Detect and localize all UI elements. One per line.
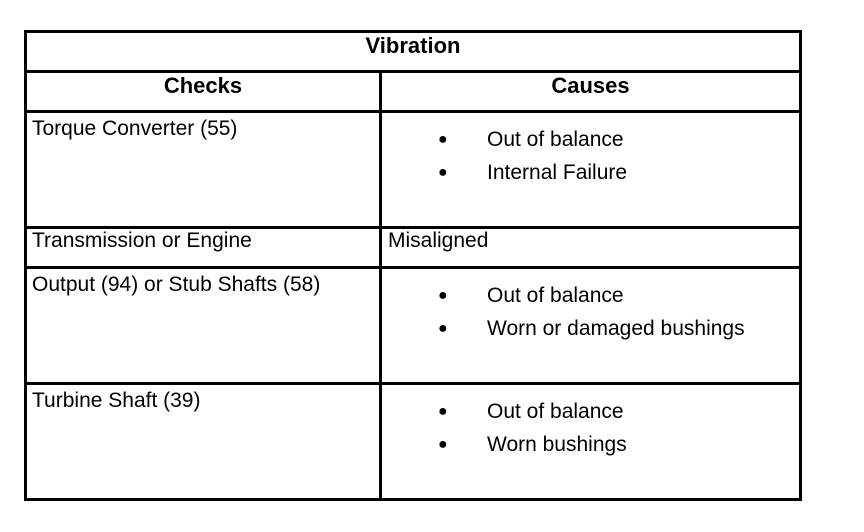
bullet-icon: ● <box>438 131 448 148</box>
bullet-icon: ● <box>438 403 448 420</box>
cause-text: Worn bushings <box>487 433 627 456</box>
cause-text: Out of balance <box>487 128 624 151</box>
bullet-icon: ● <box>438 320 448 337</box>
cause-item <box>382 312 799 345</box>
cause-text: Out of balance <box>487 284 624 307</box>
table-title: Vibration <box>26 32 801 72</box>
check-cell <box>26 112 381 228</box>
check-text: Torque Converter (55) <box>32 117 238 140</box>
check-text: Turbine Shaft (39) <box>32 389 201 412</box>
cause-item <box>382 279 799 312</box>
table-row <box>26 228 801 268</box>
causes-list <box>382 385 799 461</box>
cause-item <box>382 428 799 461</box>
cause-text: Internal Failure <box>487 161 628 184</box>
cause-text: Misaligned <box>388 229 489 252</box>
bullet-icon: ● <box>438 287 448 304</box>
cause-item <box>382 395 799 428</box>
column-header-checks: Checks <box>26 72 381 112</box>
table-row <box>26 112 801 228</box>
causes-list <box>382 113 799 189</box>
causes-cell <box>381 228 801 268</box>
vibration-diagnosis-table <box>24 30 802 501</box>
causes-list <box>382 269 799 345</box>
cause-text: Out of balance <box>487 400 624 423</box>
cause-text: Worn or damaged bushings <box>487 317 745 340</box>
bullet-icon: ● <box>438 164 448 181</box>
check-cell <box>26 268 381 384</box>
column-header-causes: Causes <box>381 72 801 112</box>
causes-cell <box>381 384 801 500</box>
cause-item <box>382 156 799 189</box>
check-cell <box>26 228 381 268</box>
causes-cell <box>381 268 801 384</box>
check-cell <box>26 384 381 500</box>
cause-item <box>382 123 799 156</box>
table-row <box>26 268 801 384</box>
bullet-icon: ● <box>438 436 448 453</box>
table-row <box>26 384 801 500</box>
causes-cell <box>381 112 801 228</box>
check-text: Transmission or Engine <box>32 229 252 252</box>
check-text: Output (94) or Stub Shafts (58) <box>32 273 321 296</box>
